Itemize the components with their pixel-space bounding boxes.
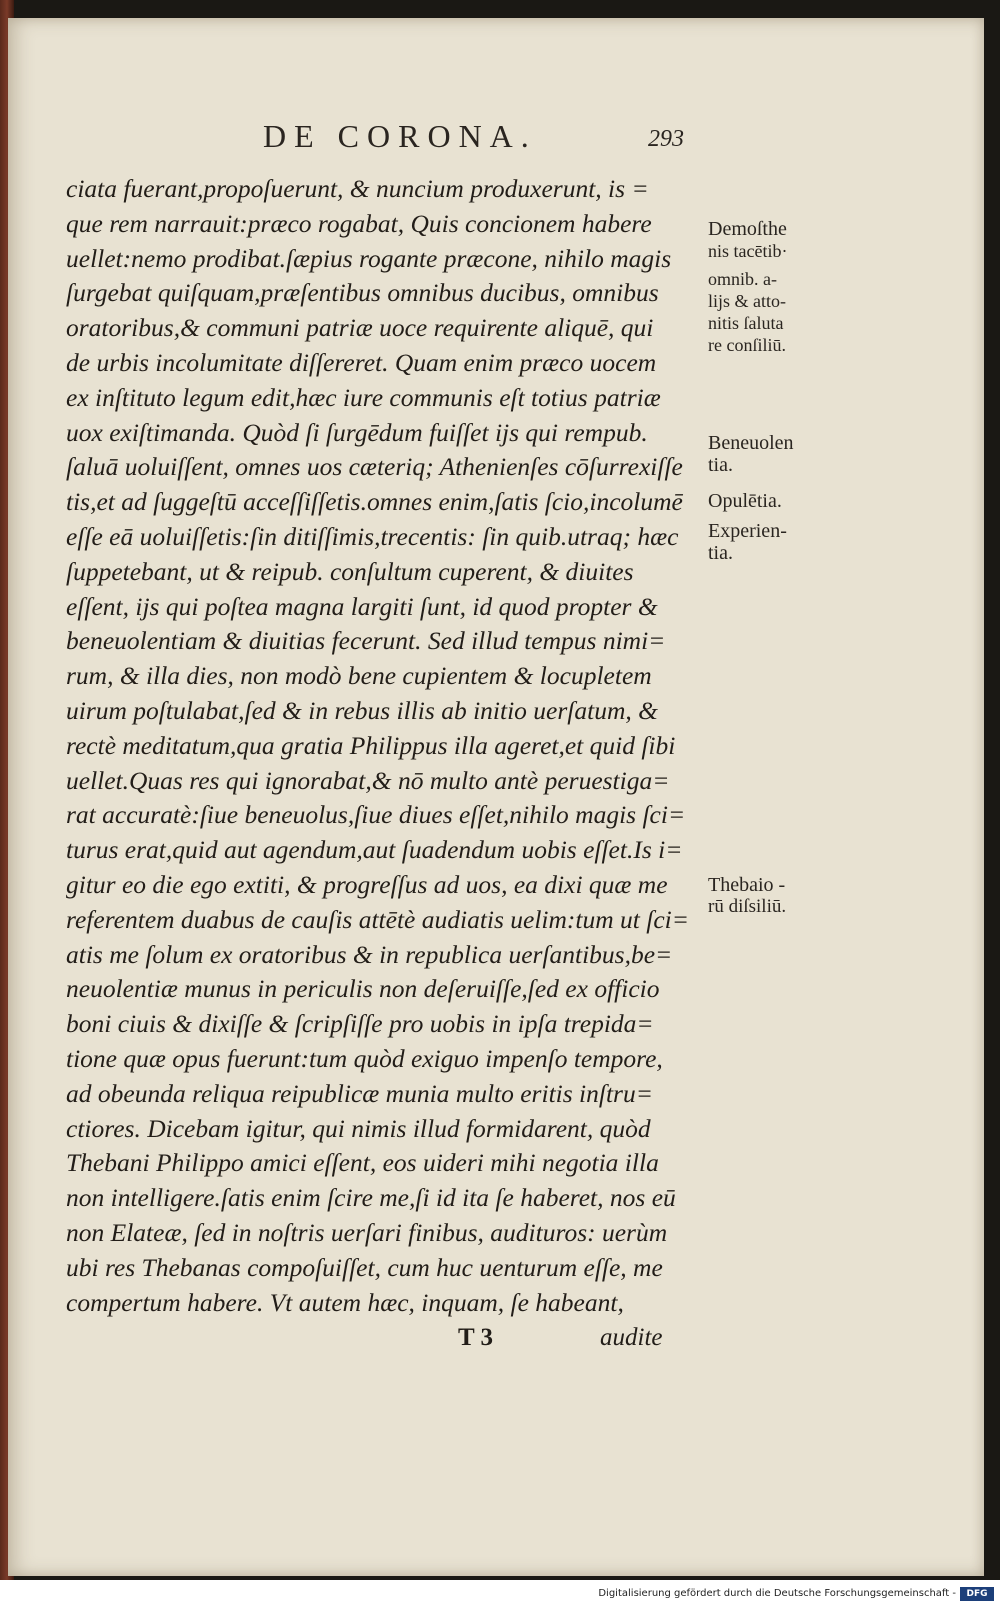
main-text-block (66, 172, 706, 1320)
page-title: DE CORONA. (263, 118, 537, 154)
margin-note (708, 432, 838, 476)
text-line: uellet.Quas res qui ignorabat,& nō multo antè peruestiga= (66, 765, 670, 795)
text-line: non Elateæ, ſed in noſtris uerſari finibus, audituros: uerùm (66, 1217, 668, 1247)
digitization-footer (0, 1580, 1000, 1610)
page-footer (8, 1324, 984, 1358)
text-line: turus erat,quid aut agendum,aut ſuadendum uobis eſſet.Is i= (66, 835, 683, 865)
text-line: beneuolentiam & diuitias fecerunt. Sed illud tempus nimi= (66, 626, 666, 656)
text-line: uox exiſtimanda. Quòd ſi ſurgēdum fuiſſet ijs qui rempub. (66, 417, 648, 447)
text-line: ex inſtituto legum edit,hæc iure communis eſt totius patriæ (66, 382, 661, 412)
text-line: ad obeunda reliqua reipublicæ munia multo eritis inſtru= (66, 1078, 653, 1108)
margin-note-line: nitis ſaluta (708, 313, 784, 333)
signature-mark: T 3 (458, 1324, 493, 1351)
text-line: ſuppetebant, ut & reipub. conſultum cuperent, & diuites (66, 556, 634, 586)
margin-note-line: Demoſthe (708, 218, 787, 240)
margin-note-line: nis tacētib· (708, 241, 788, 261)
margin-note (708, 520, 838, 564)
page-number: 293 (648, 126, 684, 152)
margin-note-line: omnib. a- (708, 269, 777, 289)
text-line: uirum poſtulabat,ſed & in rebus illis ab initio uerſatum, & (66, 695, 658, 725)
text-line: tis,et ad ſuggeſtū acceſſiſſetis.omnes enim,ſatis ſcio,incolumē (66, 487, 683, 517)
margin-note-line: tia. (708, 542, 733, 564)
margin-note (708, 218, 838, 356)
text-line: rectè meditatum,qua gratia Philippus illa ageret,et quid ſibi (66, 730, 676, 760)
text-line: uellet:nemo prodibat.ſæpius rogante præcone, nihilo magis (66, 243, 672, 273)
margin-note-line: re conſiliū. (708, 335, 786, 355)
margin-note-line: Thebaio - (708, 874, 786, 896)
margin-note-line: Beneuolen (708, 432, 794, 454)
text-line: ciata fuerant,propoſuerunt, & nuncium produxerunt, is = (66, 174, 649, 203)
text-line: non intelligere.ſatis enim ſcire me,ſi id ita ſe haberet, nos eū (66, 1183, 676, 1213)
text-line: eſſent, ijs qui poſtea magna largiti ſunt, id quod propter & (66, 591, 658, 621)
margin-note-line: lijs & atto- (708, 291, 786, 311)
text-line: Thebani Philippo amici eſſent, eos uideri mihi negotia illa (66, 1148, 659, 1178)
margin-note-line: tia. (708, 454, 733, 476)
text-line: de urbis incolumitate diſſereret. Quam enim præco uocem (66, 347, 657, 377)
text-line: ſurgebat quiſquam,præſentibus omnibus ducibus, omnibus (66, 278, 659, 308)
dfg-logo: DFG (960, 1587, 994, 1601)
margin-note-line: rū diſsiliū. (708, 896, 787, 917)
catchword: audite (600, 1324, 663, 1351)
margin-note-line: Opulētia. (708, 490, 782, 512)
text-line: ubi res Thebanas compoſuiſſet, cum huc uenturum eſſe, me (66, 1252, 663, 1282)
text-line: ctiores. Dicebam igitur, qui nimis illud formidarent, quòd (66, 1113, 651, 1143)
text-line: gitur eo die ego extiti, & progreſſus ad uos, ea dixi quæ me (66, 869, 668, 899)
text-line: tione quæ opus fuerunt:tum quòd exiguo impenſo tempore, (66, 1043, 663, 1073)
book-page (8, 18, 984, 1576)
text-line: eſſe eā uoluiſſetis:ſin ditiſſimis,trecentis: ſin quib.utraq; hæc (66, 521, 679, 551)
text-line: rat accuratè:ſiue beneuolus,ſiue diues eſſet,nihilo magis ſci= (66, 800, 686, 830)
funding-credit: Digitalisierung gefördert durch die Deutsche Forschungsgemeinschaft - (598, 1588, 956, 1599)
text-line: atis me ſolum ex oratoribus & in republica uerſantibus,be= (66, 939, 673, 969)
text-line: oratoribus,& communi patriæ uoce requirente aliquē, qui (66, 313, 654, 343)
text-line: rum, & illa dies, non modò bene cupientem & locupletem (66, 661, 652, 691)
running-head (8, 118, 984, 168)
text-line: compertum habere. Vt autem hæc, inquam, ſe habeant, (66, 1287, 624, 1317)
text-line: que rem narrauit:præco rogabat, Quis concionem habere (66, 208, 652, 238)
text-line: referentem duabus de cauſis attētè audiatis uelim:tum ut ſci= (66, 904, 689, 934)
text-line: ſaluā uoluiſſent, omnes uos cæteriq; Athenienſes cōſurrexiſſe (66, 452, 683, 482)
margin-note (708, 874, 838, 918)
text-line: boni ciuis & dixiſſe & ſcripſiſſe pro uobis in ipſa trepida= (66, 1009, 654, 1039)
margin-note-line: Experien- (708, 520, 787, 542)
text-line: neuolentiæ munus in periculis non deſeruiſſe,ſed ex officio (66, 974, 660, 1004)
margin-note (708, 490, 838, 512)
